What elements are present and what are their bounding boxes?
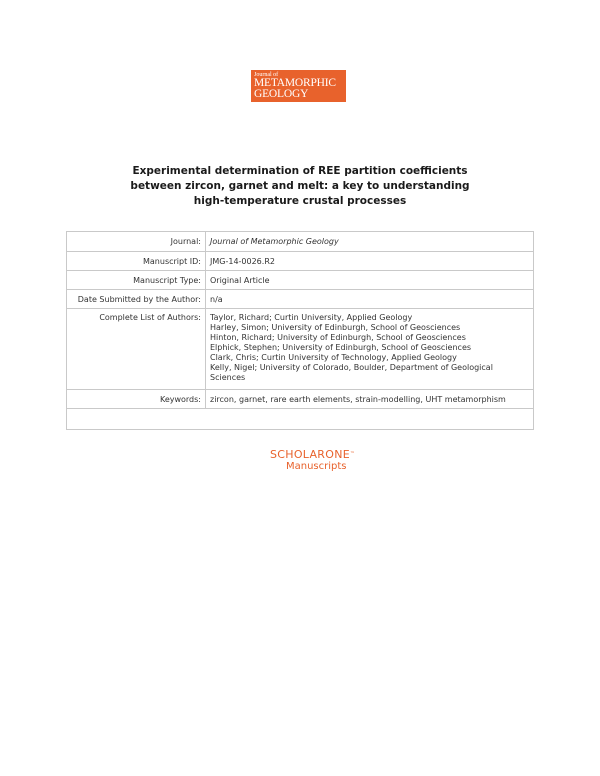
authors-value [206,309,534,390]
scholarone-brand-text: SCHOLARONE [270,448,350,461]
empty-cell [67,409,534,430]
keywords-label: Keywords: [67,390,206,409]
author-line-2: Harley, Simon; University of Edinburgh, School of Geosciences [210,323,461,332]
author-line-5: Clark, Chris; Curtin University of Technology, Applied Geology [210,353,457,362]
row-date-submitted [67,290,534,309]
author-line-1: Taylor, Richard; Curtin University, Applied Geology [210,313,413,322]
logo-line-2: METAMORPHIC [254,77,336,89]
author-line-4: Elphick, Stephen; University of Edinburgh, School of Geosciences [210,343,472,352]
trademark-mark: ™ [349,451,356,457]
manuscript-details-table [66,231,534,430]
row-journal [67,232,534,252]
title-line-3: high-temperature crustal processes [193,195,407,207]
scholarone-product: Manuscripts [286,461,347,472]
row-manuscript-id [67,252,534,271]
journal-logo [251,70,346,102]
scholarone-logo [270,448,360,476]
row-keywords [67,390,534,409]
manuscript-type-value: Original Article [206,271,534,290]
title-line-2: between zircon, garnet and melt: a key to understanding [130,180,470,192]
scholarone-brand [270,448,360,461]
manuscript-type-label: Manuscript Type: [67,271,206,290]
author-line-7: Sciences [210,373,246,382]
row-empty [67,409,534,430]
title-line-1: Experimental determination of REE partition coefficients [132,165,468,177]
keywords-value: zircon, garnet, rare earth elements, strain-modelling, UHT metamorphism [206,390,534,409]
journal-label: Journal: [67,232,206,252]
row-manuscript-type [67,271,534,290]
authors-label: Complete List of Authors: [67,309,206,390]
row-authors [67,309,534,390]
manuscript-id-value: JMG-14-0026.R2 [206,252,534,271]
author-line-6: Kelly, Nigel; University of Colorado, Boulder, Department of Geological [210,363,493,372]
date-submitted-label: Date Submitted by the Author: [67,290,206,309]
paper-title [80,164,520,209]
author-line-3: Hinton, Richard; University of Edinburgh, School of Geosciences [210,333,466,342]
logo-line-1: Journal of [254,72,279,78]
logo-line-3: GEOLOGY [254,88,309,100]
journal-value: Journal of Metamorphic Geology [206,232,534,252]
date-submitted-value: n/a [206,290,534,309]
manuscript-id-label: Manuscript ID: [67,252,206,271]
